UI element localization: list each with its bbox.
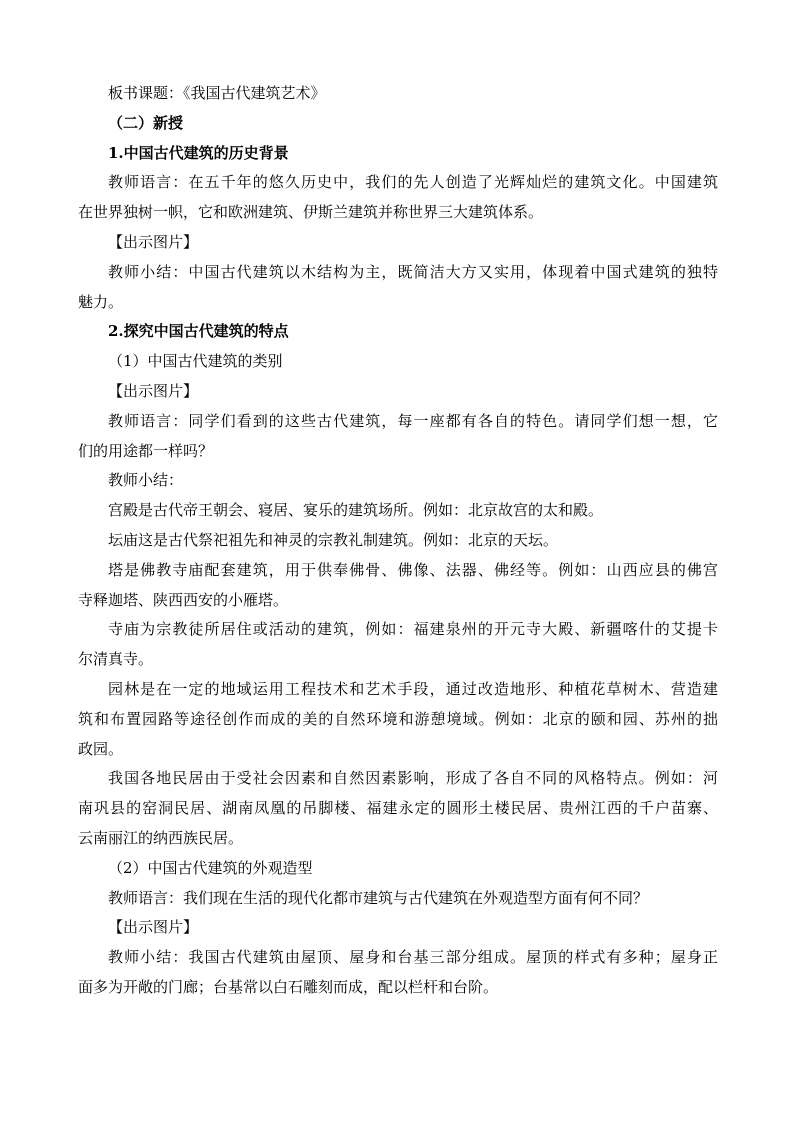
text-line: 宫殿是古代帝王朝会、寝居、宴乐的建筑场所。例如：北京故宫的太和殿。	[108, 501, 604, 520]
text-line: 筑和布置园路等途径创作而成的美的自然环境和游憩境域。例如：北京的颐和园、苏州的拙	[78, 709, 718, 728]
document-body	[78, 79, 718, 1003]
text-line: 园林是在一定的地域运用工程技术和艺术手段，通过改造地形、种植花草树木、营造建	[108, 679, 718, 698]
text-line: 塔是佛教寺庙配套建筑，用于供奉佛骨、佛像、法器、佛经等。例如：山西应县的佛宫	[108, 560, 718, 579]
text-line: （2）中国古代建筑的外观造型	[108, 858, 313, 877]
text-line: 们的用途都一样吗？	[78, 441, 214, 460]
text-line: 教师小结：中国古代建筑以木结构为主，既简洁大方又实用，体现着中国式建筑的独特	[108, 262, 718, 281]
text-line: 寺释迦塔、陕西西安的小雁塔。	[78, 590, 289, 609]
text-line: 寺庙为宗教徒所居住或活动的建筑，例如：福建泉州的开元寺大殿、新疆喀什的艾提卡	[108, 620, 718, 639]
text-line: 尔清真寺。	[78, 650, 154, 669]
text-line: 教师语言：在五千年的悠久历史中，我们的先人创造了光辉灿烂的建筑文化。中国建筑	[108, 173, 718, 192]
text-line: 南巩县的窑洞民居、湖南凤凰的吊脚楼、福建永定的圆形土楼民居、贵州江西的千户苗寨、	[78, 799, 718, 818]
text-line: 坛庙这是古代祭祀祖先和神灵的宗教礼制建筑。例如：北京的天坛。	[108, 530, 559, 549]
text-line: 教师语言：我们现在生活的现代化都市建筑与古代建筑在外观造型方面有何不同？	[108, 888, 649, 907]
text-line: 教师语言：同学们看到的这些古代建筑，每一座都有各自的特色。请同学们想一想，它	[108, 411, 718, 430]
text-line: （二）新授	[108, 113, 184, 132]
text-line: 1.中国古代建筑的历史背景	[108, 143, 289, 162]
text-line: （1）中国古代建筑的类别	[108, 352, 283, 371]
text-line: 板书课题：《我国古代建筑艺术》	[108, 84, 326, 102]
text-line: 【出示图片】	[108, 918, 199, 937]
text-line: 我国各地民居由于受社会因素和自然因素影响，形成了各自不同的风格特点。例如：河	[108, 769, 718, 788]
text-line: 魅力。	[78, 292, 124, 311]
text-line: 2.探究中国古代建筑的特点	[108, 322, 289, 341]
text-line: 【出示图片】	[108, 232, 199, 251]
text-line: 政园。	[78, 739, 124, 758]
text-line: 在世界独树一帜，它和欧洲建筑、伊斯兰建筑并称世界三大建筑体系。	[78, 203, 544, 222]
text-line: 【出示图片】	[108, 381, 199, 400]
text-line: 教师小结：我国古代建筑由屋顶、屋身和台基三部分组成。屋顶的样式有多种；屋身正	[108, 948, 718, 967]
text-line: 云南丽江的纳西族民居。	[78, 828, 244, 847]
text-line: 面多为开敞的门廊；台基常以白石雕刻而成，配以栏杆和台阶。	[78, 977, 499, 996]
text-line: 教师小结：	[108, 471, 184, 490]
